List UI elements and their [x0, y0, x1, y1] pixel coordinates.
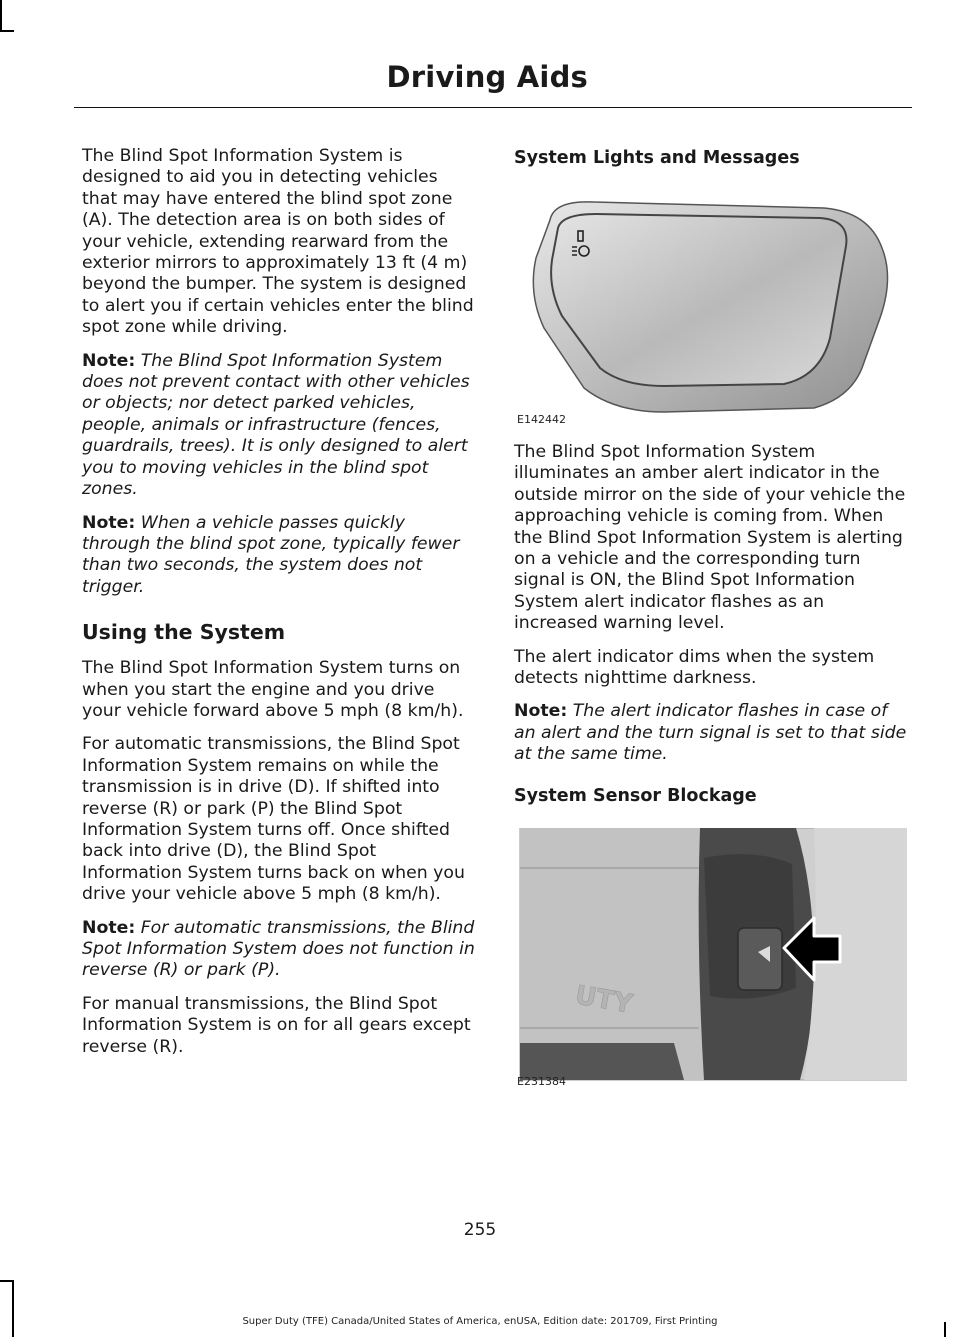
- header-rule: [74, 107, 912, 108]
- body-paragraph: The alert indicator dims when the system detects nighttime darkness.: [514, 646, 875, 689]
- section-heading: System Lights and Messages: [514, 148, 800, 168]
- note-text: When a vehicle passes quickly through the blind spot zone, typically fewer than two seconds, the system does not trigger.: [82, 512, 460, 597]
- truck-rear-illustration: [514, 828, 907, 1090]
- taillight-figure: [514, 828, 907, 1090]
- crop-mark: [0, 0, 2, 32]
- note-text: For automatic transmissions, the Blind Spot Information System does not function in reverse (R) or park (P).: [82, 917, 475, 981]
- figure-code: E142442: [517, 413, 566, 426]
- note-paragraph: [82, 918, 475, 982]
- crop-mark: [0, 30, 14, 32]
- body-paragraph: The Blind Spot Information System illuminates an amber alert indicator in the outside mirror on the side of your vehicle the approaching vehicle is coming from. When the Blind Spot Information System is alerting on a vehicle and the corresponding turn signal is ON, the Blind Spot Information System alert indicator flashes as an increased warning level.: [514, 442, 906, 634]
- note-label: Note:: [82, 917, 136, 938]
- right-column: [514, 146, 907, 1090]
- page-title: Driving Aids: [386, 60, 588, 94]
- page-footer: Super Duty (TFE) Canada/United States of America, enUSA, Edition date: 201709, First Printing: [242, 1316, 718, 1327]
- note-label: Note:: [82, 350, 136, 371]
- note-label: Note:: [82, 512, 136, 533]
- note-paragraph: [514, 701, 907, 765]
- body-paragraph: The Blind Spot Information System turns on when you start the engine and you drive your vehicle forward above 5 mph (8 km/h).: [82, 658, 464, 721]
- section-heading: System Sensor Blockage: [514, 785, 757, 806]
- note-text: The alert indicator flashes in case of an alert and the turn signal is set to that side at the same time.: [514, 701, 907, 765]
- left-column: [82, 146, 475, 1070]
- figure-code: E231384: [517, 1074, 566, 1088]
- note-paragraph: [82, 513, 475, 599]
- note-label: Note:: [514, 701, 568, 722]
- note-text: The Blind Spot Information System does not prevent contact with other vehicles or objects; nor detect parked vehicles, people, animals or infrastructure (fences, guardrails, trees). It is only designed to alert you to moving vehicles in the blind spot zones.: [82, 350, 470, 500]
- crop-mark: [12, 1280, 14, 1337]
- side-mirror-illustration: [514, 198, 907, 428]
- page-number: 255: [463, 1220, 497, 1240]
- intro-paragraph: The Blind Spot Information System is designed to aid you in detecting vehicles that may have entered the blind spot zone (A). The detection area is on both sides of your vehicle, extending rearward from the exterior mirrors to approximately 13 ft (4 m) beyond the bumper. The system is designed to alert you if certain vehicles enter the blind spot zone while driving.: [82, 146, 474, 338]
- mirror-figure: [514, 198, 907, 428]
- body-paragraph: For manual transmissions, the Blind Spot Information System is on for all gears except reverse (R).: [82, 993, 471, 1057]
- tailgate-badge: UTY: [572, 980, 635, 1020]
- body-paragraph: For automatic transmissions, the Blind Spot Information System remains on while the transmission is in drive (D). If shifted into reverse (R) or park (P) the Blind Spot Information System turns off. Once shifted back into drive (D), the Blind Spot Information System turns back on when you drive your vehicle above 5 mph (8 km/h).: [82, 734, 465, 905]
- note-paragraph: [82, 351, 475, 501]
- section-heading: Using the System: [82, 620, 286, 645]
